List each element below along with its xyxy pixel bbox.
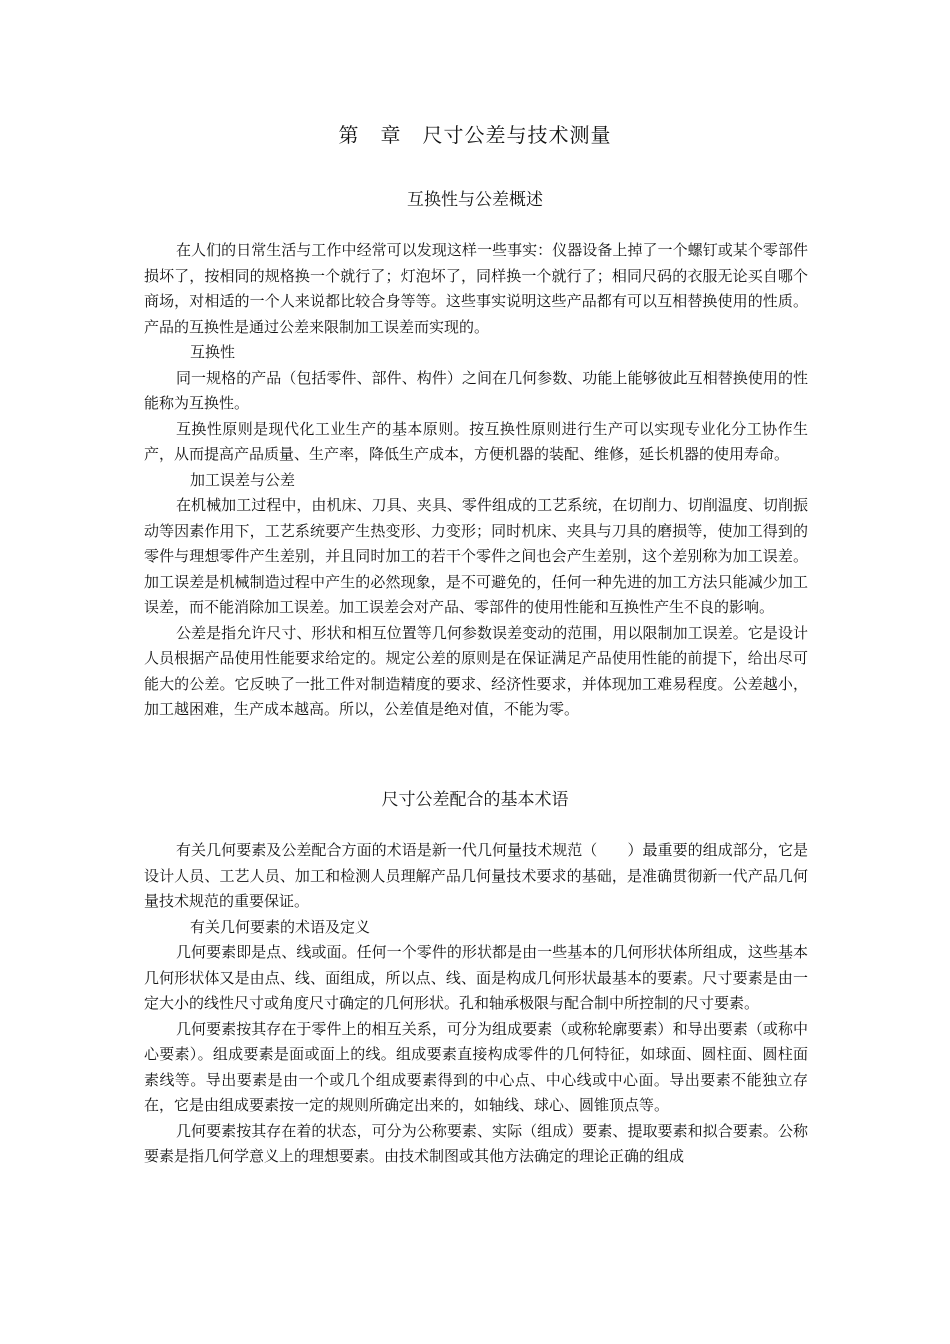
- section-1-body: [144, 238, 808, 723]
- subheading-interchangeability: 互换性: [190, 343, 236, 361]
- subheading-geometric-elements: 有关几何要素的术语及定义: [190, 917, 371, 936]
- section-2-body: [144, 838, 808, 1170]
- paragraph-machining-error: 在机械加工过程中，由机床、刀具、夹具、零件组成的工艺系统，在切削力、切削温度、切削振动等因素作用下，工艺系统要产生热变形、力变形；同时机床、夹具与刀具的磨损等，使加工得到的零件与理想零件产生差别，并且同时加工的若干个零件之间也会产生差别，这个差别称为加工误差。加工误差是机械制造过程中产生的必然现象，是不可避免的，任何一种先进的加工方法只能减少加工误差，而不能消除加工误差。加工误差会对产品、零部件的使用性能和互换性产生不良的影响。: [144, 496, 808, 616]
- paragraph-tolerance: 公差是指允许尺寸、形状和相互位置等几何参数误差变动的范围，用以限制加工误差。它是设计人员根据产品使用性能要求给定的。规定公差的原则是在保证满足产品使用性能的前提下，给出尽可能大的公差。它反映了一批工件对制造精度的要求、经济性要求，并体现加工难易程度。公差越小，加工越困难，生产成本越高。所以，公差值是绝对值，不能为零。: [144, 623, 808, 718]
- section-title-basic-terms: 尺寸公差配合的基本术语: [381, 790, 569, 810]
- paragraph-terms-intro: 有关几何要素及公差配合方面的术语是新一代几何量技术规范（ ）最重要的组成部分，它是设计人员、工艺人员、加工和检测人员理解产品几何量技术要求的基础，是准确贯彻新一代产品几何量技术规范的重要保证。: [144, 841, 808, 910]
- paragraph-interchangeability-principle: 互换性原则是现代化工业生产的基本原则。按互换性原则进行生产可以实现专业化分工协作生产，从而提高产品质量、生产率，降低生产成本，方便机器的装配、维修，延长机器的使用寿命。: [144, 419, 808, 463]
- paragraph-interchangeability-definition: 同一规格的产品（包括零件、部件、构件）之间在几何参数、功能上能够彼此互相替换使用的性能称为互换性。: [144, 368, 808, 412]
- paragraph-geometric-elements: 几何要素即是点、线或面。任何一个零件的形状都是由一些基本的几何形状体所组成，这些基本几何形状体又是由点、线、面组成，所以点、线、面是构成几何形状最基本的要素。尺寸要素是由一定大小的线性尺寸或角度尺寸确定的几何形状。孔和轴承极限与配合制中所控制的尺寸要素。: [144, 943, 808, 1012]
- paragraph-intro: 在人们的日常生活与工作中经常可以发现这样一些事实：仪器设备上掉了一个螺钉或某个零部件损坏了，按相同的规格换一个就行了；灯泡坏了，同样换一个就行了；相同尺码的衣服无论买自哪个商场，对相适的一个人来说都比较合身等等。这些事实说明这些产品都有可以互相替换使用的性质。产品的互换性是通过公差来限制加工误差而实现的。: [144, 241, 808, 336]
- subheading-machining-error-tolerance: 加工误差与公差: [190, 470, 296, 489]
- paragraph-element-relations: 几何要素按其存在于零件上的相互关系，可分为组成要素（或称轮廓要素）和导出要素（或称中心要素）。组成要素是面或面上的线。组成要素直接构成零件的几何特征，如球面、圆柱面、圆柱面素线等。导出要素是由一个或几个组成要素得到的中心点、中心线或中心面。导出要素不能独立存在，它是由组成要素按一定的规则所确定出来的，如轴线、球心、圆锥顶点等。: [144, 1019, 808, 1114]
- chapter-title: 第 章 尺寸公差与技术测量: [338, 123, 612, 147]
- section-title-interchangeability: 互换性与公差概述: [407, 190, 543, 210]
- paragraph-element-states: 几何要素按其存在着的状态，可分为公称要素、实际（组成）要素、提取要素和拟合要素。公称要素是指几何学意义上的理想要素。由技术制图或其他方法确定的理论正确的组成: [144, 1121, 808, 1165]
